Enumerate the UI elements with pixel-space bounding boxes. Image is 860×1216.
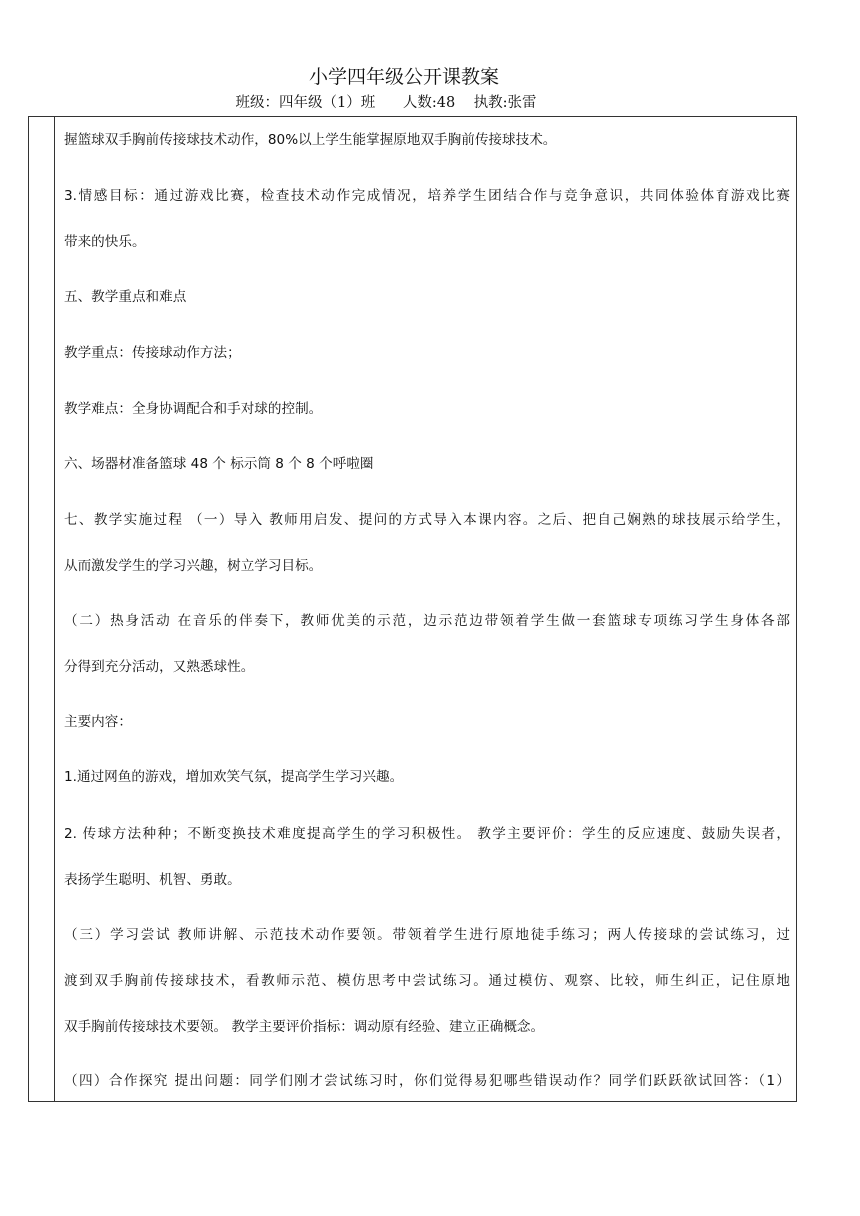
- text-line: （四）合作探究 提出问题：同学们刚才尝试练习时，你们觉得易犯哪些错误动作？同学们跃跃欲试回答：（1）: [64, 1073, 790, 1089]
- text-line: 带来的快乐。: [64, 234, 146, 250]
- section-heading: 五、教学重点和难点: [64, 289, 187, 305]
- text-line: 分得到充分活动，又熟悉球性。: [64, 659, 255, 675]
- text-line: 渡到双手胸前传接球技术，看教师示范、模仿思考中尝试练习。通过模仿、观察、比较，师生纠正，记住原地: [64, 973, 790, 989]
- text-line: 教学难点：全身协调配合和手对球的控制。: [64, 401, 323, 417]
- table-column-divider: [54, 116, 55, 1102]
- class-info: 班级：四年级（1）班 人数:48 执教:张雷: [235, 95, 537, 111]
- section-heading: 六、场器材准备篮球 48 个 标示筒 8 个 8 个呼啦圈: [64, 456, 374, 472]
- text-line: 2. 传球方法种种；不断变换技术难度提高学生的学习积极性。 教学主要评价：学生的反应速度、鼓励失误者，: [64, 826, 790, 842]
- text-line: 握篮球双手胸前传接球技术动作，80%以上学生能掌握原地双手胸前传接球技术。: [64, 132, 557, 148]
- text-line: 七、教学实施过程 （一）导入 教师用启发、提问的方式导入本课内容。之后、把自己娴熟的球技展示给学生，: [64, 512, 790, 528]
- text-line: 3.情感目标：通过游戏比赛，检查技术动作完成情况，培养学生团结合作与竞争意识，共同体验体育游戏比赛: [64, 188, 790, 204]
- lesson-table: [28, 116, 797, 1102]
- text-line: （三）学习尝试 教师讲解、示范技术动作要领。带领着学生进行原地徒手练习；两人传接球的尝试练习，过: [64, 927, 790, 943]
- text-line: 1.通过网鱼的游戏，增加欢笑气氛，提高学生学习兴趣。: [64, 769, 404, 785]
- text-line: （二）热身活动 在音乐的伴奏下，教师优美的示范，边示范边带领着学生做一套篮球专项练习学生身体各部: [64, 613, 790, 629]
- text-line: 主要内容：: [64, 714, 132, 730]
- text-line: 双手胸前传接球技术要领。 教学主要评价指标：调动原有经验、建立正确概念。: [64, 1019, 545, 1035]
- text-line: 表扬学生聪明、机智、勇敢。: [64, 872, 241, 888]
- page-title: 小学四年级公开课教案: [308, 66, 499, 88]
- text-line: 从而激发学生的学习兴趣，树立学习目标。: [64, 558, 323, 574]
- text-line: 教学重点：传接球动作方法；: [64, 345, 241, 361]
